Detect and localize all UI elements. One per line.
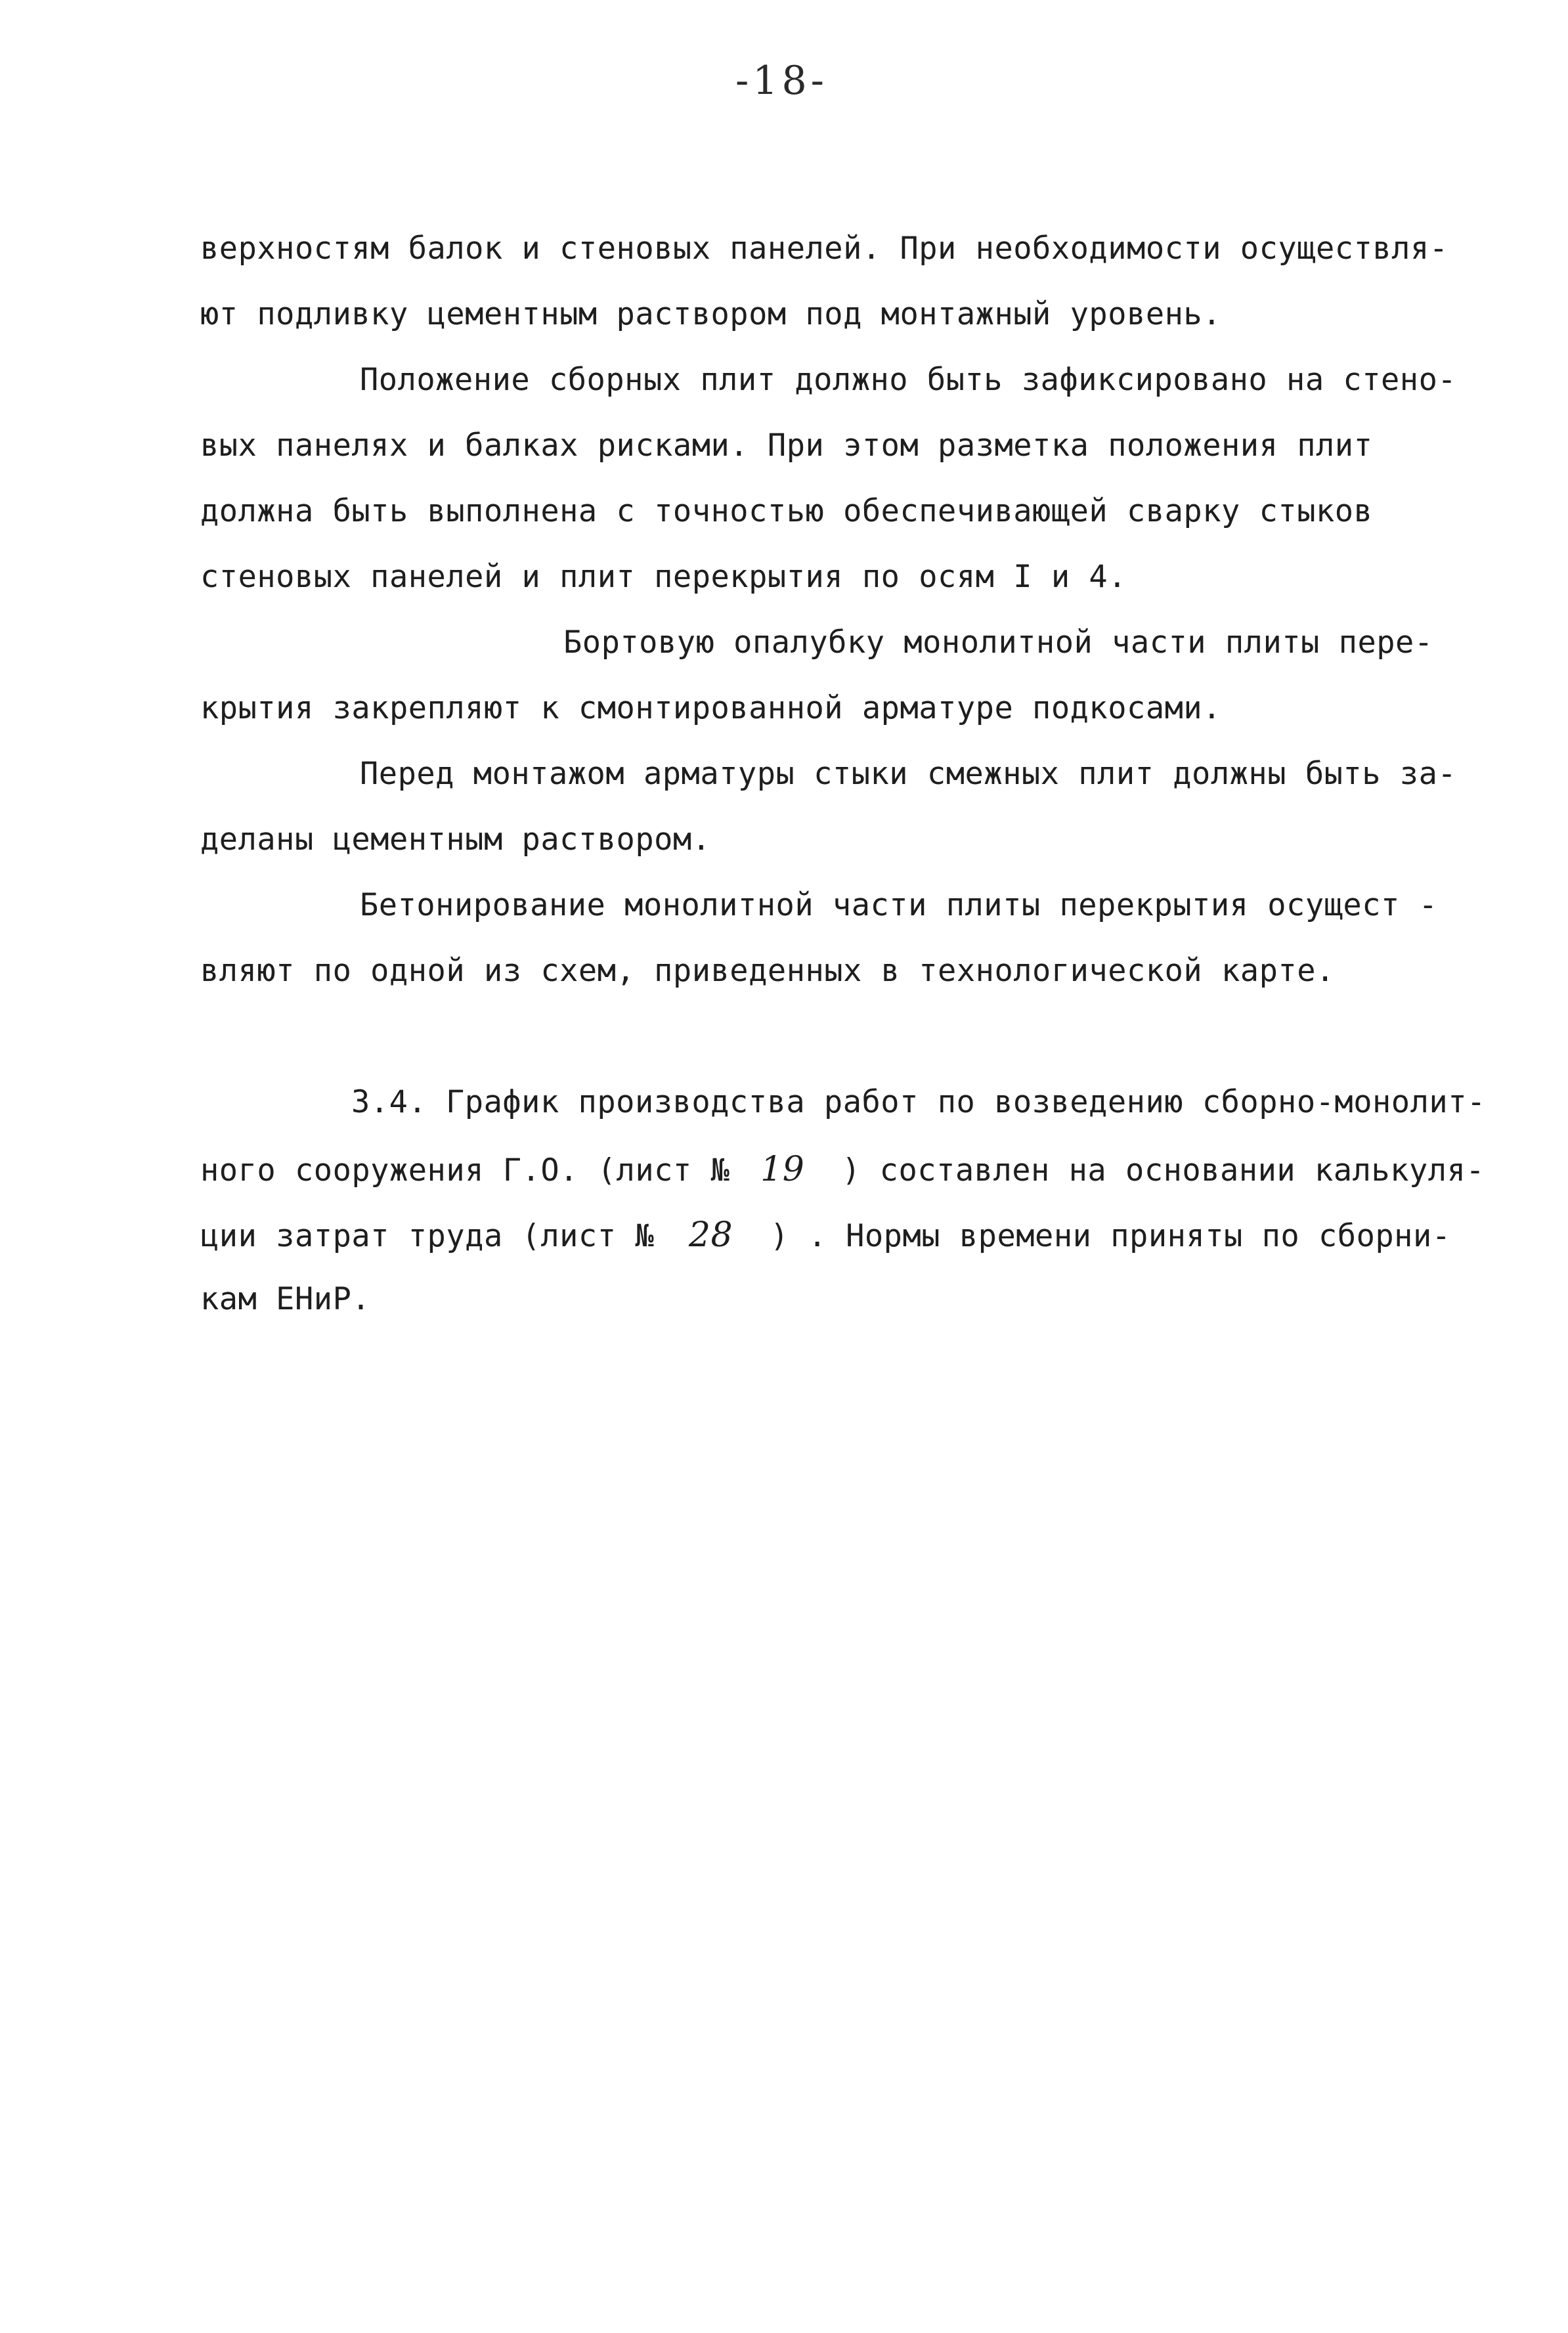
sheet-number-19: 19 (760, 1150, 805, 1189)
paragraph-2-line-4: стеновых панелей и плит перекрытия по осям I и 4. (200, 559, 1127, 595)
paragraph-1-line-1: верхностям балок и стеновых панелей. При необходимости осуществля- (200, 230, 1448, 267)
paragraph-2-line-1: Положение сборных плит должно быть зафиксировано на стено- (360, 362, 1457, 398)
paragraph-3-line-1: Бортовую опалубку монолитной части плиты пере- (563, 624, 1433, 661)
paragraph-3-line-2: крытия закрепляют к смонтированной арматуре подкосами. (200, 690, 1222, 726)
paragraph-5-line-2: вляют по одной из схем, приведенных в технологической карте. (200, 953, 1335, 989)
paragraph-1-line-2: ют подливку цементным раствором под монтажный уровень. (200, 296, 1222, 332)
paragraph-4-line-2: деланы цементным раствором. (200, 821, 711, 858)
page-number: -18- (735, 58, 828, 104)
section-3-4-line-2-start: ного сооружения Г.О. (лист № (200, 1152, 730, 1188)
section-3-4-line-2 (200, 1152, 1485, 1187)
section-3-4-line-3-end: ) . Нормы времени приняты по сборни- (770, 1218, 1451, 1254)
section-3-4-line-4: кам ЕНиР. (200, 1281, 371, 1317)
paragraph-2-line-3: должна быть выполнена с точностью обеспечивающей сварку стыков (200, 493, 1373, 529)
section-3-4-line-3 (200, 1215, 1451, 1255)
sheet-number-28: 28 (688, 1215, 733, 1255)
paragraph-4-line-1: Перед монтажом арматуры стыки смежных плит должны быть за- (360, 756, 1457, 792)
section-3-4-line-2-end: ) составлен на основании калькуля- (842, 1152, 1485, 1188)
paragraph-2-line-2: вых панелях и балках рисками. При этом разметка положения плит (200, 427, 1373, 464)
section-3-4-line-3-start: ции затрат труда (лист № (200, 1218, 655, 1254)
section-3-4-line-1: 3.4. График производства работ по возведению сборно-монолит- (351, 1084, 1486, 1120)
paragraph-5-line-1: Бетонирование монолитной части плиты перекрытия осущест - (360, 887, 1438, 923)
